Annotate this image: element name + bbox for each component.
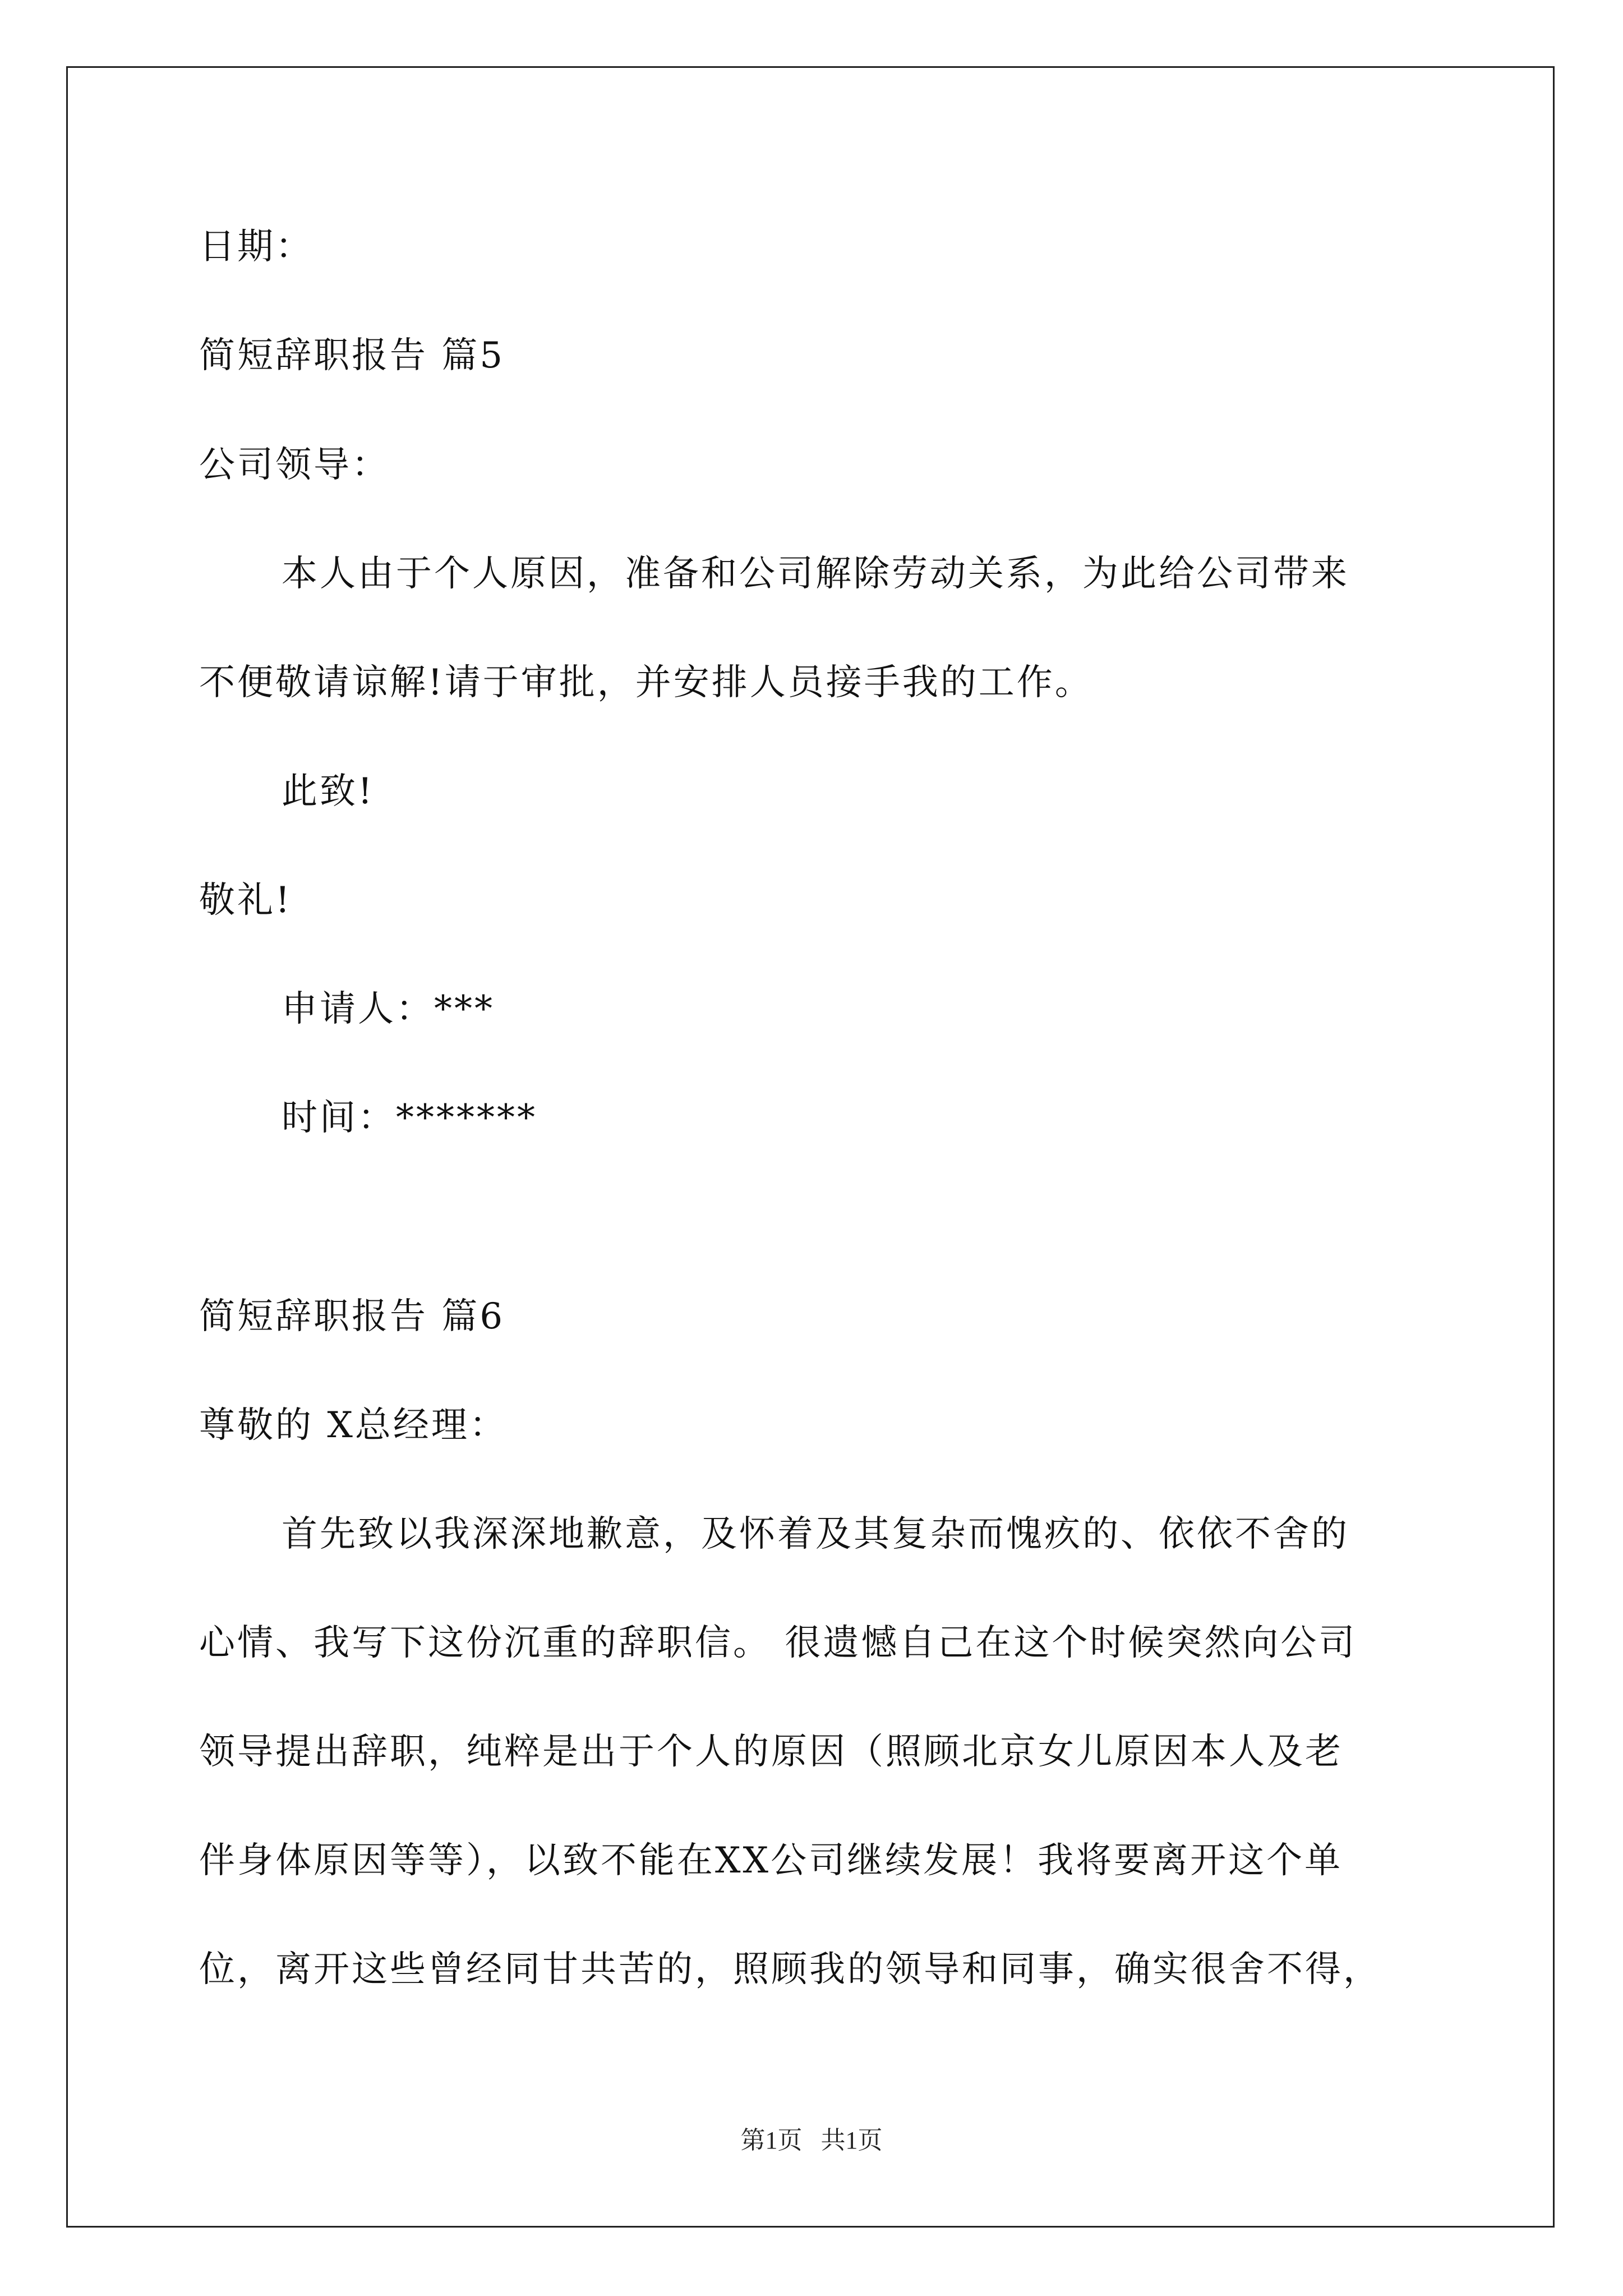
section6-body-line: 伴身体原因等等），以致不能在XX公司继续发展！我将要离开这个单	[199, 1840, 1343, 1881]
date-label: 日期：	[199, 226, 313, 268]
section5-time: 时间：*******	[282, 1097, 537, 1139]
section5-body-line: 不便敬请谅解!请于审批，并安排人员接手我的工作。	[199, 662, 1093, 703]
section6-body-line: 领导提出辞职，纯粹是出于个人的原因（照顾北京女儿原因本人及老	[199, 1731, 1343, 1773]
section6-heading: 简短辞职报告 篇6	[199, 1296, 505, 1337]
section6-body-line: 首先致以我深深地歉意，及怀着及其复杂而愧疚的、依依不舍的	[282, 1513, 1349, 1555]
section5-closing-line: 此致!	[282, 771, 375, 812]
section5-body-line: 本人由于个人原因，准备和公司解除劳动关系，为此给公司带来	[282, 553, 1349, 595]
section6-body-line: 位，离开这些曾经同甘共苦的，照顾我的领导和同事，确实很舍不得，	[199, 1949, 1381, 1990]
section6-body-line: 心情、我写下这份沉重的辞职信。 很遗憾自己在这个时候突然向公司	[199, 1622, 1357, 1664]
section5-closing-line: 敬礼!	[199, 880, 292, 921]
section5-salutation: 公司领导：	[199, 444, 390, 486]
section6-salutation: 尊敬的 X总经理：	[199, 1405, 508, 1446]
page-border	[66, 66, 1555, 2228]
page-footer: 第1页 共1页	[740, 2127, 883, 2154]
section5-applicant: 申请人：***	[282, 988, 495, 1030]
section5-heading: 简短辞职报告 篇5	[199, 335, 505, 376]
